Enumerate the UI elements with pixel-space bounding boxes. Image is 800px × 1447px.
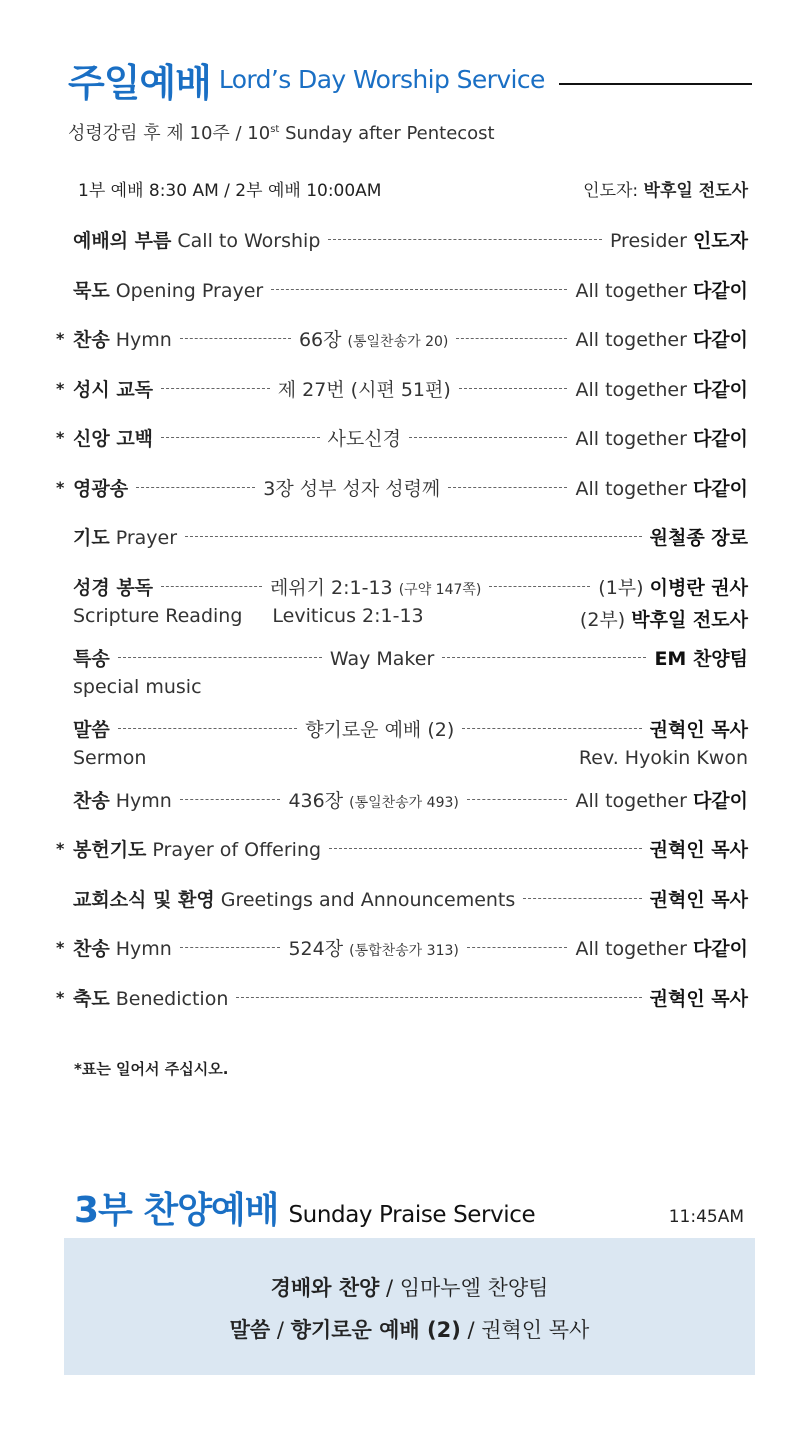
item-korean: 찬송 <box>73 329 110 351</box>
service-times: 1부 예배 8:30 AM / 2부 예배 10:00AM <box>78 181 382 201</box>
item-leader: EM 찬양팀 <box>654 647 749 670</box>
item-detail-note: (통일찬송가 493) <box>349 794 459 811</box>
dotted-leader <box>442 657 646 659</box>
standing-marker: * <box>56 378 65 398</box>
dotted-leader <box>118 657 322 659</box>
item-english: Call to Worship <box>177 230 321 252</box>
order-item <box>0 976 800 1026</box>
dotted-leader <box>459 388 568 390</box>
order-item <box>0 515 800 565</box>
item-english: Prayer <box>115 527 178 549</box>
item-korean: 성경 봉독 <box>73 576 154 599</box>
item-leader: All together 다같이 <box>575 938 749 960</box>
item-korean: 교회소식 및 환영 <box>73 888 215 911</box>
dotted-leader <box>448 487 567 489</box>
dotted-leader <box>467 799 568 801</box>
item-leader: 권혁인 목사 <box>649 987 748 1010</box>
item-detail: 3장 성부 성자 성령께 <box>263 477 441 500</box>
standing-marker: * <box>56 428 65 447</box>
dotted-leader <box>136 487 255 489</box>
standing-marker: * <box>56 477 65 497</box>
item-leader: All together 다같이 <box>575 789 749 812</box>
preacher-english: Rev. Hyokin Kwon <box>578 746 748 769</box>
item-leader: All together 다같이 <box>575 329 749 351</box>
dotted-leader <box>161 586 262 588</box>
item-korean: 신앙 고백 <box>73 428 154 450</box>
order-item <box>0 317 800 367</box>
item-korean: 찬송 <box>73 789 110 812</box>
item-korean: 찬송 <box>73 938 110 960</box>
order-item <box>0 636 800 707</box>
item-detail: 향기로운 예배 (2) <box>305 718 455 741</box>
order-item <box>0 466 800 516</box>
dotted-leader <box>409 437 568 439</box>
dotted-leader <box>236 997 641 999</box>
item-korean: 예배의 부름 <box>73 230 172 252</box>
order-item <box>0 565 800 636</box>
order-item <box>0 416 800 466</box>
item-korean: 묵도 <box>73 279 110 302</box>
dotted-leader <box>329 848 642 850</box>
page-title-korean: 주일예배 <box>68 61 211 105</box>
item-detail-note: (구약 147쪽) <box>398 581 482 598</box>
praise-service-box <box>64 1238 755 1375</box>
order-item <box>0 707 800 778</box>
worship-header <box>68 52 752 145</box>
item-leader: All together 다같이 <box>575 477 749 500</box>
item-english: Opening Prayer <box>115 279 264 302</box>
title-divider <box>559 83 752 85</box>
item-korean: 봉헌기도 <box>73 839 147 861</box>
presider-info <box>583 176 748 201</box>
standing-marker: * <box>56 329 65 348</box>
dotted-leader <box>271 289 567 291</box>
dotted-leader <box>161 437 320 439</box>
praise-title-english: Sunday Praise Service <box>288 1202 536 1228</box>
item-english: Scripture Reading <box>73 604 243 627</box>
item-english: Hymn <box>115 329 172 351</box>
page-title-english: Lord’s Day Worship Service <box>218 65 545 94</box>
order-item <box>0 367 800 417</box>
dotted-leader <box>523 898 641 900</box>
dotted-leader <box>180 799 281 801</box>
week-subtitle <box>68 119 752 145</box>
order-of-worship <box>0 218 800 1025</box>
order-item <box>0 926 800 976</box>
order-item <box>0 218 800 268</box>
item-detail: 436장 <box>288 789 344 812</box>
item-detail: Way Maker <box>329 647 435 670</box>
item-korean: 특송 <box>73 647 110 670</box>
dotted-leader <box>489 586 590 588</box>
second-service-reader: (2부) 박후일 전도사 <box>579 608 748 631</box>
item-leader: All together 다같이 <box>575 279 748 302</box>
presider-name: 박후일 전도사 <box>643 181 748 201</box>
item-english: Prayer of Offering <box>152 839 322 861</box>
item-detail: 제 27번 (시편 51편) <box>277 378 451 401</box>
item-leader: Presider 인도자 <box>609 230 748 252</box>
dotted-leader <box>328 239 602 241</box>
item-detail-note: (통일찬송가 20) <box>347 334 449 350</box>
item-leader: 권혁인 목사 <box>649 718 749 741</box>
subtitle-ordinal: st <box>270 124 280 135</box>
item-english: Benediction <box>115 987 229 1010</box>
item-english: Greetings and Announcements <box>220 888 516 911</box>
item-detail: 사도신경 <box>327 428 401 450</box>
praise-time: 11:45AM <box>668 1207 744 1227</box>
item-leader: 원철종 장로 <box>649 527 748 549</box>
praise-line-sermon: 말씀 / 향기로운 예배 (2) / 권혁인 목사 <box>229 1318 590 1342</box>
praise-service-header <box>74 1182 744 1233</box>
item-detail: 레위기 2:1-13 <box>269 576 393 599</box>
order-item <box>0 778 800 828</box>
subtitle-english: Sunday after Pentecost <box>279 123 495 144</box>
dotted-leader <box>161 388 270 390</box>
dotted-leader <box>456 338 567 340</box>
item-detail: 66장 <box>298 329 342 351</box>
item-leader: (1부) 이병란 권사 <box>598 576 748 599</box>
item-leader: All together 다같이 <box>575 428 749 450</box>
dotted-leader <box>180 947 281 949</box>
item-leader: All together 다같이 <box>575 378 749 401</box>
standing-marker: * <box>56 987 65 1007</box>
item-detail-note: (통합찬송가 313) <box>349 943 459 959</box>
item-english: Hymn <box>115 938 172 960</box>
praise-line-worship: 경배와 찬양 / 임마누엘 찬양팀 <box>270 1276 549 1300</box>
service-times-row <box>78 176 748 201</box>
item-detail: 524장 <box>288 938 344 960</box>
dotted-leader <box>185 536 642 538</box>
subtitle-korean: 성령강림 후 제 10주 / 10 <box>68 123 271 144</box>
item-korean: 영광송 <box>73 477 129 500</box>
dotted-leader <box>118 728 297 730</box>
scripture-reference: Leviticus 2:1-13 <box>272 604 424 627</box>
item-korean: 기도 <box>73 527 110 549</box>
title-row <box>68 52 752 107</box>
standing-note: *표는 일어서 주십시오. <box>74 1060 229 1078</box>
presider-label: 인도자: <box>583 181 644 201</box>
item-korean: 성시 교독 <box>73 378 154 401</box>
order-item <box>0 877 800 927</box>
standing-marker: * <box>56 938 65 957</box>
praise-title-korean: 3부 찬양예배 <box>74 1190 279 1231</box>
dotted-leader <box>462 728 641 730</box>
order-item <box>0 268 800 318</box>
item-english: Hymn <box>115 789 172 812</box>
item-korean: 축도 <box>73 987 110 1010</box>
item-korean: 말씀 <box>73 718 110 741</box>
dotted-leader <box>180 338 291 340</box>
item-leader: 권혁인 목사 <box>649 888 748 911</box>
dotted-leader <box>467 947 568 949</box>
item-leader: 권혁인 목사 <box>649 839 748 861</box>
item-english: special music <box>73 675 202 698</box>
order-item <box>0 827 800 877</box>
standing-marker: * <box>56 839 65 858</box>
item-english: Sermon <box>73 746 147 769</box>
